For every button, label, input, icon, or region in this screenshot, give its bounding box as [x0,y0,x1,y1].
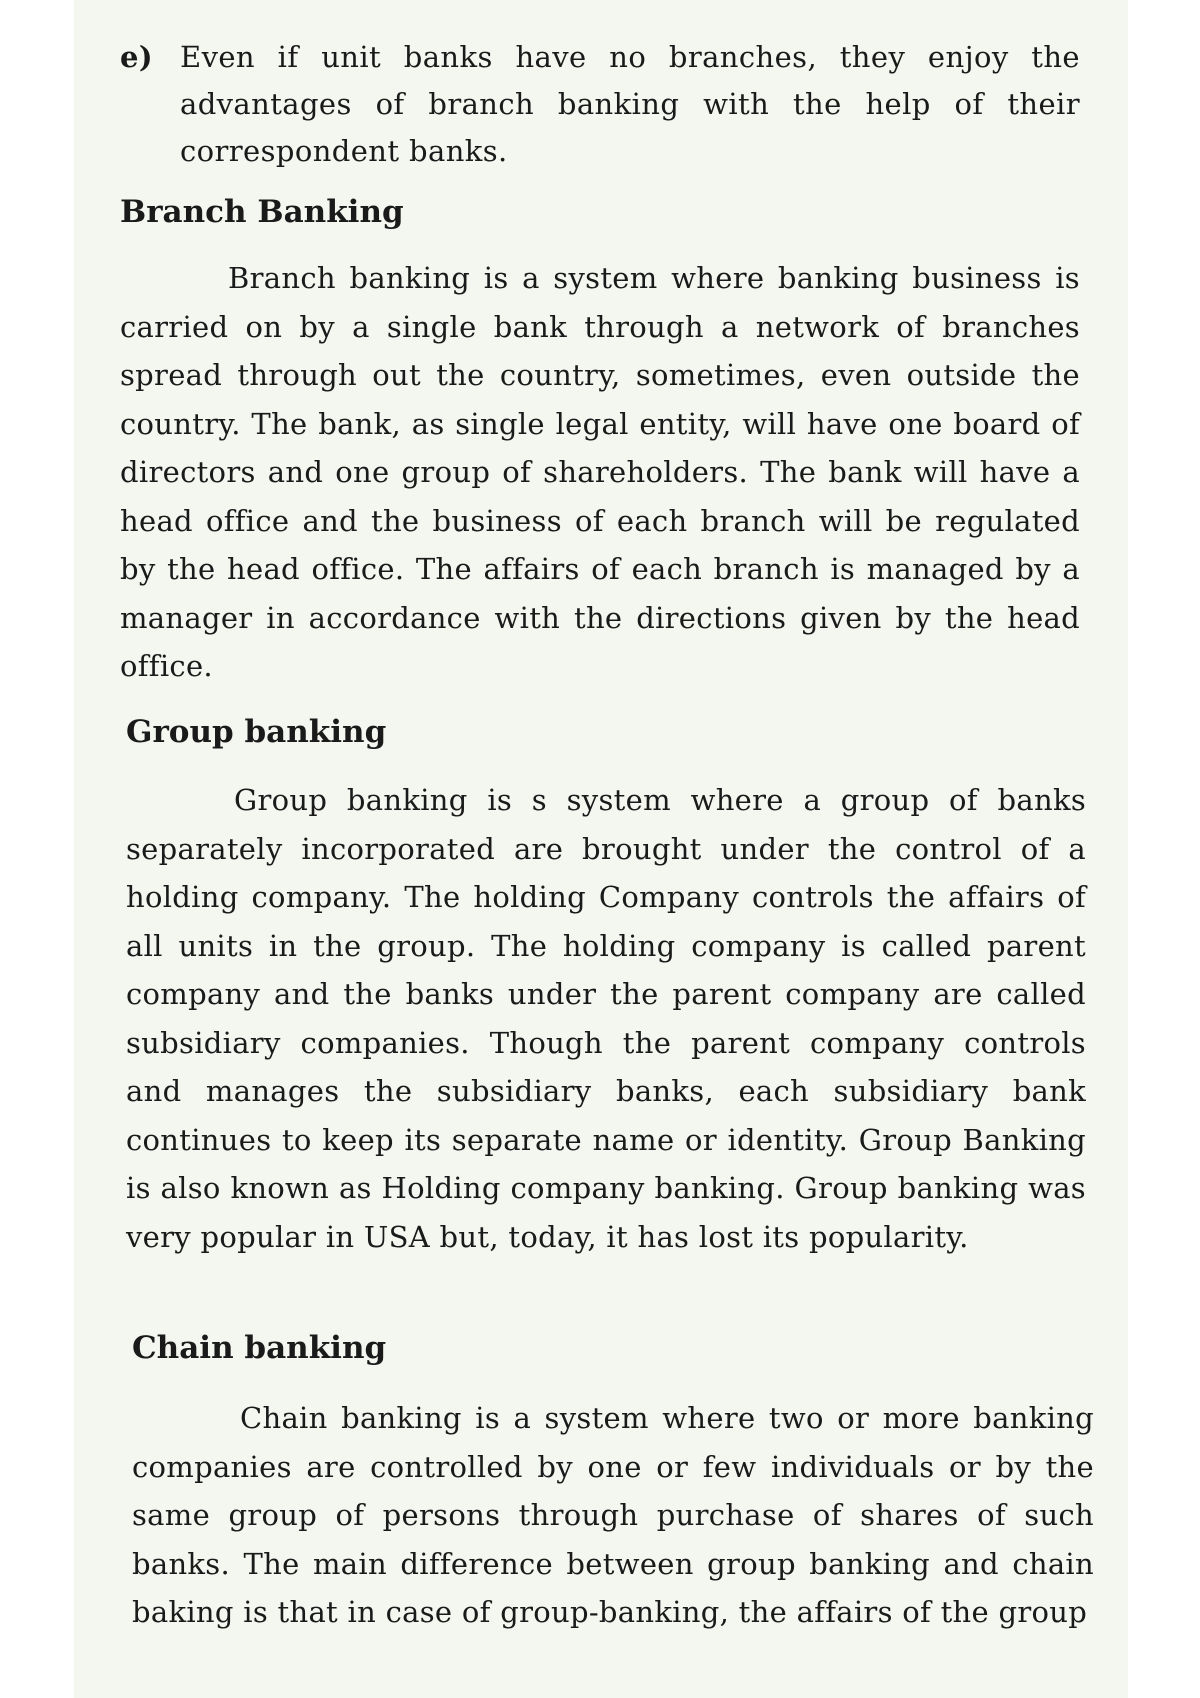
paragraph-branch-banking: Branch banking is a system where banking business is carried on by a single bank through a network of branches spread through out the country, sometimes, even outside the country. The bank, as single legal entity, will have one board of directors and one group of shareholders. The bank will have a head office and the business of each branch will be regulated by the head office. The affairs of each branch is managed by a manager in accordance with the directions given by the head office. [120,261,1080,683]
heading-chain-banking: Chain banking [132,1330,387,1366]
list-item-text: Even if unit banks have no branches, they enjoy the advantages of branch banking with the help of their correspondent banks. [180,40,1080,168]
list-item-e [120,34,1080,175]
paragraph-group-banking: Group banking is s system where a group of banks separately incorporated are brought under the control of a holding company. The holding Company controls the affairs of all units in the group. The holding company is called parent company and the banks under the parent company are called subsidiary companies. Though the parent company controls and manages the subsidiary banks, each subsidiary bank continues to keep its separate name or identity. Group Banking is also known as Holding company banking. Group banking was very popular in USA but, today, it has lost its popularity. [126,783,1086,1254]
paragraph-chain-banking: Chain banking is a system where two or more banking companies are controlled by one or few individuals or by the same group of persons through purchase of shares of such banks. The main difference between group banking and chain baking is that in case of group-banking, the affairs of the group [132,1401,1094,1629]
heading-group-banking: Group banking [126,714,387,750]
list-marker: e) [120,40,153,74]
document-page [74,0,1128,1698]
heading-branch-banking: Branch Banking [120,194,404,230]
